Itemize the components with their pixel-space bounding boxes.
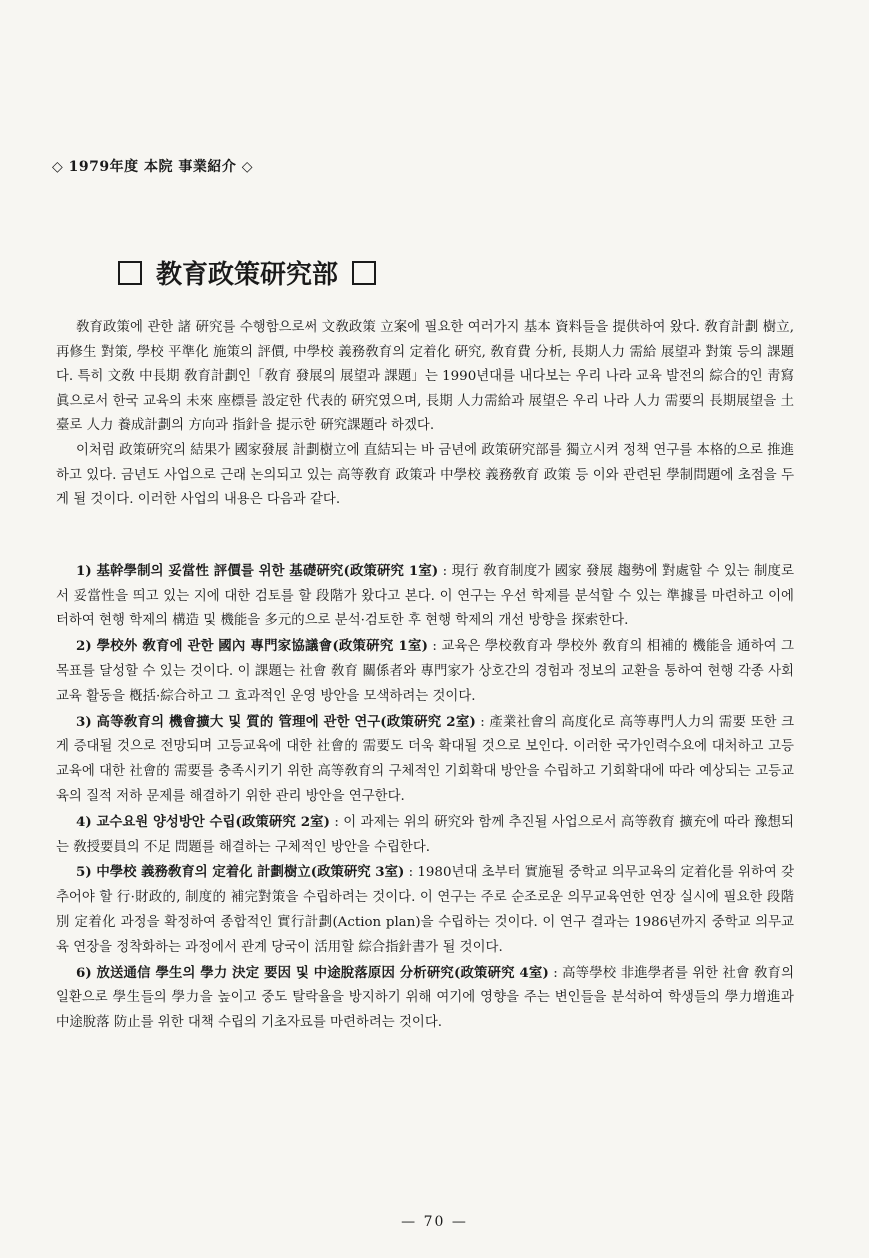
- list-item: [56, 559, 794, 634]
- running-header: ◇ 1979年度 本院 事業紹介 ◇: [52, 159, 253, 175]
- square-box-icon: [352, 261, 376, 285]
- list-item: [56, 710, 794, 810]
- item-body: : 1980년대 초부터 實施될 중학교 의무교육의 定着化를 위하여 갖추어야 할 行·財政的, 制度的 補完對策을 수립하려는 것이다. 이 연구는 주로 순조로운 의무교육연한 연장 실시에 필요한 段階別 定着化 과정을 확정하여 종합적인 實行計劃(Action plan)을 수립하는 것이다. 이 연구 결과는 1986년까지 중학교 의무교육 연장을 정착화하는 과정에서 관계 당국이 活用할 綜合指針書가 될 것이다.: [56, 865, 795, 955]
- item-heading: 6) 放送通信 學生의 學力 決定 要因 및 中途脫落原因 分析硏究(政策硏究 4室): [76, 964, 549, 981]
- article-body: [56, 316, 794, 1036]
- item-body: : 高等學校 非進學者를 위한 社會 敎育의 일환으로 學生들의 學力을 높이고 중도 탈락율을 방지하기 위해 여기에 영향을 주는 변인들을 분석하여 학생들의 學力增進과 中途脫落 防止를 위한 대책 수립의 기초자료를 마련하려는 것이다.: [56, 965, 795, 1031]
- item-heading: 3) 高等敎育의 機會擴大 및 質的 管理에 관한 연구(政策硏究 2室): [76, 713, 476, 730]
- section-title: [118, 254, 376, 291]
- item-body: : 교육은 學校敎育과 學校外 敎育의 相補的 機能을 通하여 그 목표를 달성할 수 있는 것이다. 이 課題는 社會 敎育 關係者와 專門家가 상호간의 경험과 정보의 교환을 통하여 현행 각종 사회 교육 활동을 槪括·綜合하고 그 효과적인 운영 방안을 모색하려는 것이다.: [56, 639, 794, 704]
- item-heading: 1) 基幹學制의 妥當性 評價를 위한 基礎硏究(政策硏究 1室): [76, 562, 439, 579]
- project-list: [56, 559, 794, 1036]
- list-item: [56, 810, 794, 861]
- item-body: : 이 과제는 위의 硏究와 함께 추진될 사업으로서 高等敎育 擴充에 따라 豫想되는 敎授要員의 不足 問題를 해결하는 구체적인 방안을 수립한다.: [56, 814, 794, 855]
- square-box-icon: [118, 261, 142, 285]
- section-title-text: 教育政策研究部: [156, 260, 339, 290]
- item-heading: 4) 교수요원 양성방안 수립(政策硏究 2室): [76, 813, 331, 830]
- list-item: [56, 860, 794, 960]
- list-item: [56, 634, 794, 709]
- item-heading: 5) 中學校 義務敎育의 定着化 計劃樹立(政策硏究 3室): [76, 864, 405, 881]
- item-body: : 產業社會의 高度化로 高等專門人力의 需要 또한 크게 증대될 것으로 전망되며 고등교육에 대한 社會的 需要도 더욱 확대될 것으로 보인다. 이러한 국가인력수요에 대처하고 고등교육에 대한 社會的 需要를 충족시키기 위한 高等敎育의 구체적인 기회확대 방안을 수립하고 기회확대에 따라 예상되는 고등교육의 질적 저하 문제를 해결하기 위한 관리 방안을 연구한다.: [56, 714, 795, 804]
- item-body: : 現行 敎育制度가 國家 發展 趨勢에 對處할 수 있는 制度로서 妥當性을 띄고 있는 지에 대한 검토를 할 段階가 왔다고 본다. 이 연구는 우선 학제를 분석할 수 있는 準據를 마련하고 이에 터하여 현행 학제의 構造 및 機能을 多元的으로 분석·검토한 후 현행 학제의 개선 방향을 探索한다.: [56, 563, 795, 629]
- intro-paragraph-1: 敎育政策에 관한 諸 硏究를 수행함으로써 文敎政策 立案에 필요한 여러가지 基本 資料들을 提供하여 왔다. 敎育計劃 樹立, 再修生 對策, 學校 平準化 施策의 評價, 中學校 義務敎育의 定着化 硏究, 敎育費 分析, 長期人力 需給 展望과 對策 등의 課題다. 특히 文敎 中長期 敎育計劃인「敎育 發展의 展望과 課題」는 1990년대를 내다보는 우리 나라 교육 발전의 綜合的인 靑寫眞으로서 한국 교육의 未來 座標를 設定한 代表的 硏究였으며, 長期 人力需給과 展望은 우리 나라 人力 需要의 長期展望을 土臺로 人力 養成計劃의 方向과 指針을 提示한 硏究課題라 하겠다.: [56, 320, 794, 434]
- list-item: [56, 961, 794, 1036]
- item-heading: 2) 學校外 敎育에 관한 國內 專門家協議會(政策硏究 1室): [76, 638, 428, 655]
- intro-paragraph-2: 이처럼 政策硏究의 結果가 國家發展 計劃樹立에 直結되는 바 금년에 政策硏究部를 獨立시켜 정책 연구를 本格的으로 推進하고 있다. 금년도 사업으로 근래 논의되고 있는 高等敎育 政策과 中學校 義務敎育 政策 등 이와 관련된 學制問題에 초점을 두게 될 것이다. 이러한 사업의 내용은 다음과 같다.: [56, 442, 794, 508]
- page-number: — 70 —: [401, 1214, 468, 1230]
